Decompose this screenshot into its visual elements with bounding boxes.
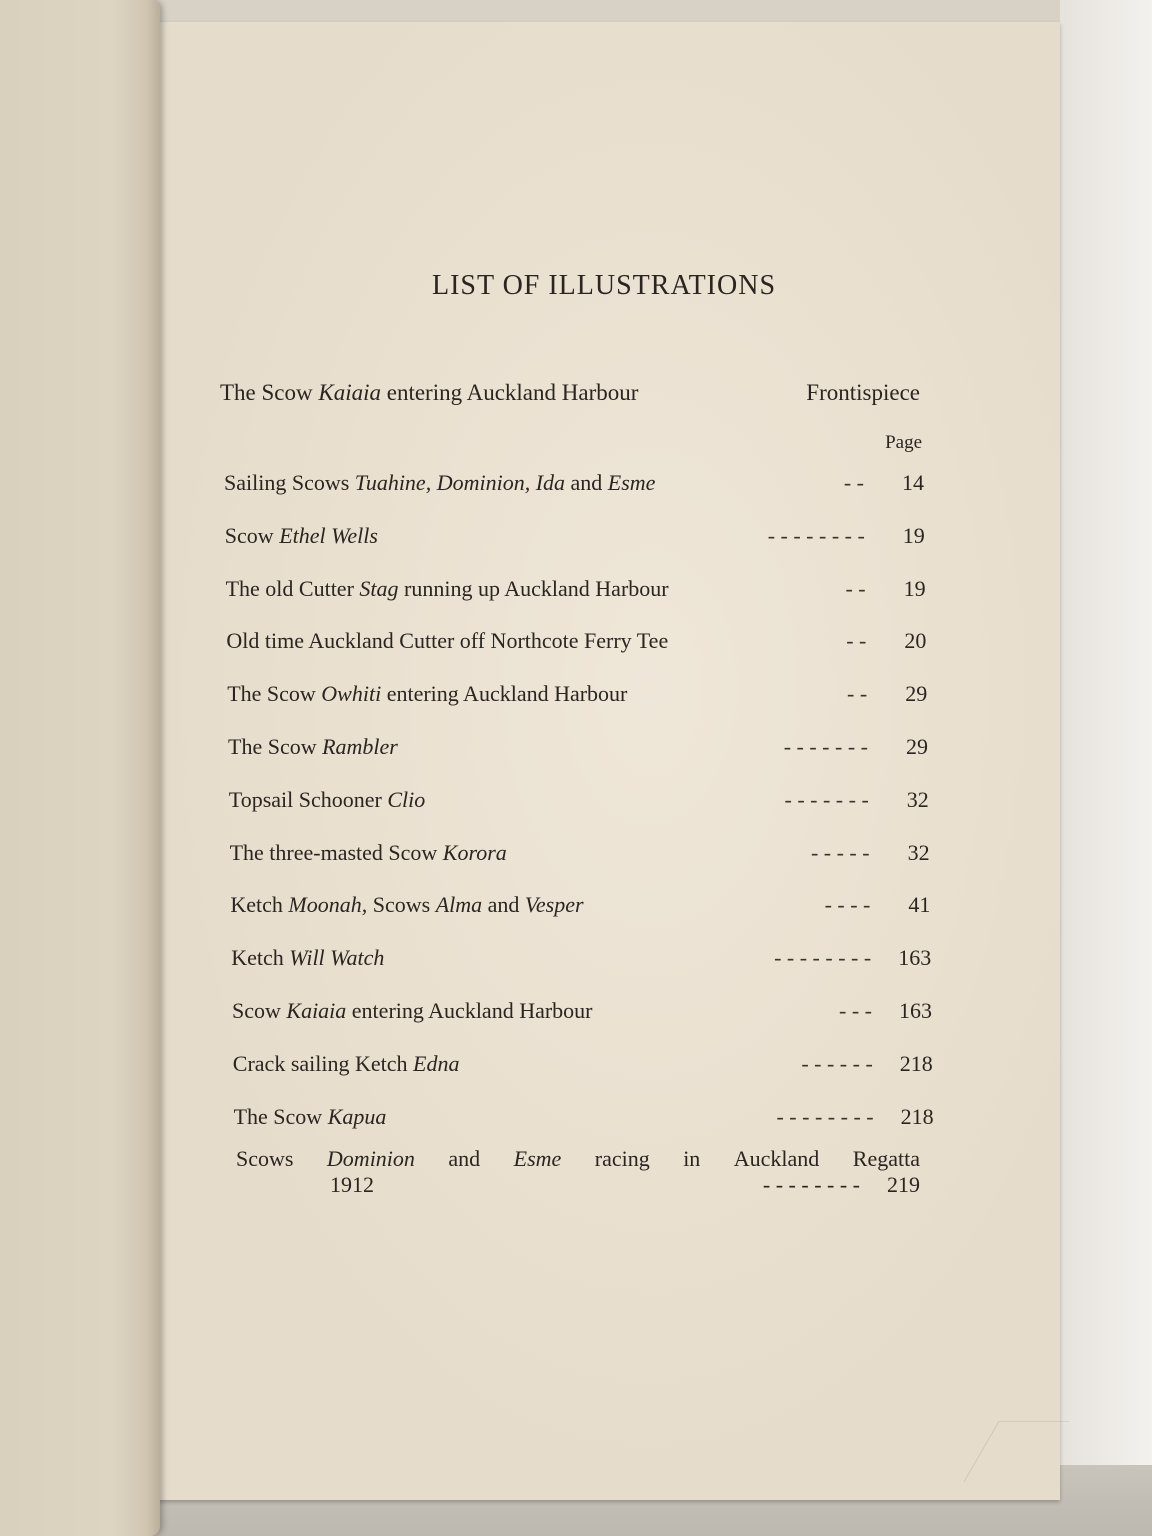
list-item-label <box>226 576 669 602</box>
vessel-name: Will Watch <box>289 945 385 971</box>
list-item-year: 1912 <box>330 1172 374 1197</box>
list-item-label <box>224 470 655 496</box>
list-item <box>228 734 928 764</box>
page-number: 218 <box>899 1050 933 1076</box>
label-word: Scows <box>236 1146 294 1171</box>
label-text: and <box>482 892 525 918</box>
label-text: The three-masted Scow <box>229 839 443 865</box>
list-item-label <box>230 840 507 866</box>
list-item <box>230 840 930 870</box>
page-number: 218 <box>900 1103 934 1129</box>
list-item-label <box>228 734 398 760</box>
label-text: Sailing Scows <box>224 470 355 495</box>
vessel-name: Esme <box>607 470 656 495</box>
page-title: LIST OF ILLUSTRATIONS <box>431 270 777 301</box>
page-number: 41 <box>908 892 931 918</box>
vessel-name: Rambler <box>322 734 398 759</box>
page-number: 19 <box>903 575 926 601</box>
leader-dashes: - - <box>846 628 867 654</box>
list-item <box>232 998 932 1028</box>
list-item-label <box>227 681 627 707</box>
vessel-name: Tuahine, Dominion, Ida <box>354 470 566 495</box>
leader-dashes: - - - - - <box>810 839 870 865</box>
page-number: 19 <box>902 522 925 548</box>
page-number: 163 <box>898 945 932 971</box>
list-item-label <box>230 892 583 918</box>
label-word: Auckland <box>733 1146 820 1171</box>
page-number: 14 <box>902 470 924 495</box>
list-item <box>231 945 931 975</box>
list-item <box>224 470 924 500</box>
vessel-name: Esme <box>513 1146 562 1171</box>
leader-dashes: - - - - - - - - <box>776 1103 874 1129</box>
list-item-label <box>233 1051 460 1077</box>
frontispiece-label <box>220 380 638 406</box>
frontispiece-entry <box>220 380 920 406</box>
leader-dashes: - - - - - - - - <box>767 522 865 548</box>
page-number: 29 <box>905 681 928 707</box>
leader-dashes: - - - - - - - <box>784 786 869 812</box>
leader-dashes: - - - - - - - - <box>774 945 872 971</box>
leader-dashes: - - - <box>839 998 872 1023</box>
vessel-name: Edna <box>413 1050 460 1076</box>
background-surface <box>1060 0 1152 1536</box>
leader-dashes: - - <box>847 681 868 707</box>
label-text: and <box>565 470 608 495</box>
label-text: Old time Auckland Cutter off Northcote Ferry Tee <box>226 628 669 654</box>
list-item <box>226 628 926 658</box>
list-item-label <box>236 1146 920 1172</box>
list-item <box>230 892 930 922</box>
leader-dashes: - - - - - - - - <box>762 1172 860 1197</box>
list-item <box>229 787 929 817</box>
page-number: 219 <box>887 1172 920 1197</box>
vessel-name: Clio <box>387 786 426 812</box>
label-text: Scow <box>224 522 280 548</box>
list-item <box>234 1104 934 1134</box>
page-column-header: Page <box>885 432 922 453</box>
page-number: 163 <box>899 998 932 1023</box>
label-word: in <box>683 1146 701 1171</box>
frontispiece-placement: Frontispiece <box>806 380 920 405</box>
leader-dashes: - - - - - - <box>801 1050 873 1076</box>
list-item-continuation <box>236 1172 920 1198</box>
label-text: entering Auckland Harbour <box>381 681 628 707</box>
vessel-name: Stag <box>359 575 399 601</box>
vessel-name: Kaiaia <box>286 998 347 1023</box>
vessel-name: Ethel Wells <box>279 522 378 548</box>
label-text: Scows <box>367 892 436 918</box>
page-content <box>148 22 1060 1500</box>
list-item <box>226 576 926 606</box>
leader-dashes: - - - - <box>824 892 871 918</box>
list-item <box>225 523 925 553</box>
facing-page-edge <box>0 0 160 1536</box>
label-text: running up Auckland Harbour <box>398 575 669 601</box>
list-item-label <box>225 523 378 549</box>
vessel-name: Kapua <box>327 1103 387 1129</box>
leader-dashes: - - <box>843 470 864 495</box>
label-text: Scow <box>232 998 287 1023</box>
label-word: Regatta <box>852 1146 920 1171</box>
vessel-name: Moonah, <box>288 892 368 918</box>
list-item-label <box>234 1104 387 1130</box>
vessel-name: Kaiaia <box>318 380 381 405</box>
book-page <box>148 22 1060 1500</box>
page-number: 32 <box>907 839 930 865</box>
list-item <box>236 1146 920 1198</box>
vessel-name: Dominion <box>326 1146 415 1171</box>
page-number: 29 <box>906 734 928 759</box>
label-text: The Scow <box>220 380 319 405</box>
label-word: racing <box>594 1146 650 1171</box>
label-text: Ketch <box>231 945 290 971</box>
label-text: The Scow <box>227 681 322 707</box>
vessel-name: Alma <box>435 892 483 918</box>
list-item-label <box>226 628 668 654</box>
list-item <box>227 681 927 711</box>
list-item <box>233 1051 933 1081</box>
label-text: The Scow <box>233 1103 328 1129</box>
vessel-name: Vesper <box>524 892 584 918</box>
label-text: The Scow <box>228 734 323 759</box>
label-text: Ketch <box>230 892 289 918</box>
page-number: 32 <box>906 786 929 812</box>
leader-dashes: - - - - - - - <box>783 734 868 759</box>
label-text: The old Cutter <box>225 575 360 601</box>
vessel-name: Korora <box>442 839 507 865</box>
list-item-label <box>232 998 593 1024</box>
list-item-label <box>231 945 384 971</box>
label-text: entering Auckland Harbour <box>381 380 639 405</box>
label-text: Topsail Schooner <box>228 786 388 812</box>
vessel-name: Owhiti <box>321 681 382 707</box>
leader-dashes: - - <box>845 575 866 601</box>
page-number: 20 <box>904 628 927 654</box>
label-text: Crack sailing Ketch <box>232 1050 414 1076</box>
label-word: and <box>448 1146 481 1171</box>
label-text: entering Auckland Harbour <box>346 998 593 1023</box>
list-item-label <box>229 787 425 813</box>
